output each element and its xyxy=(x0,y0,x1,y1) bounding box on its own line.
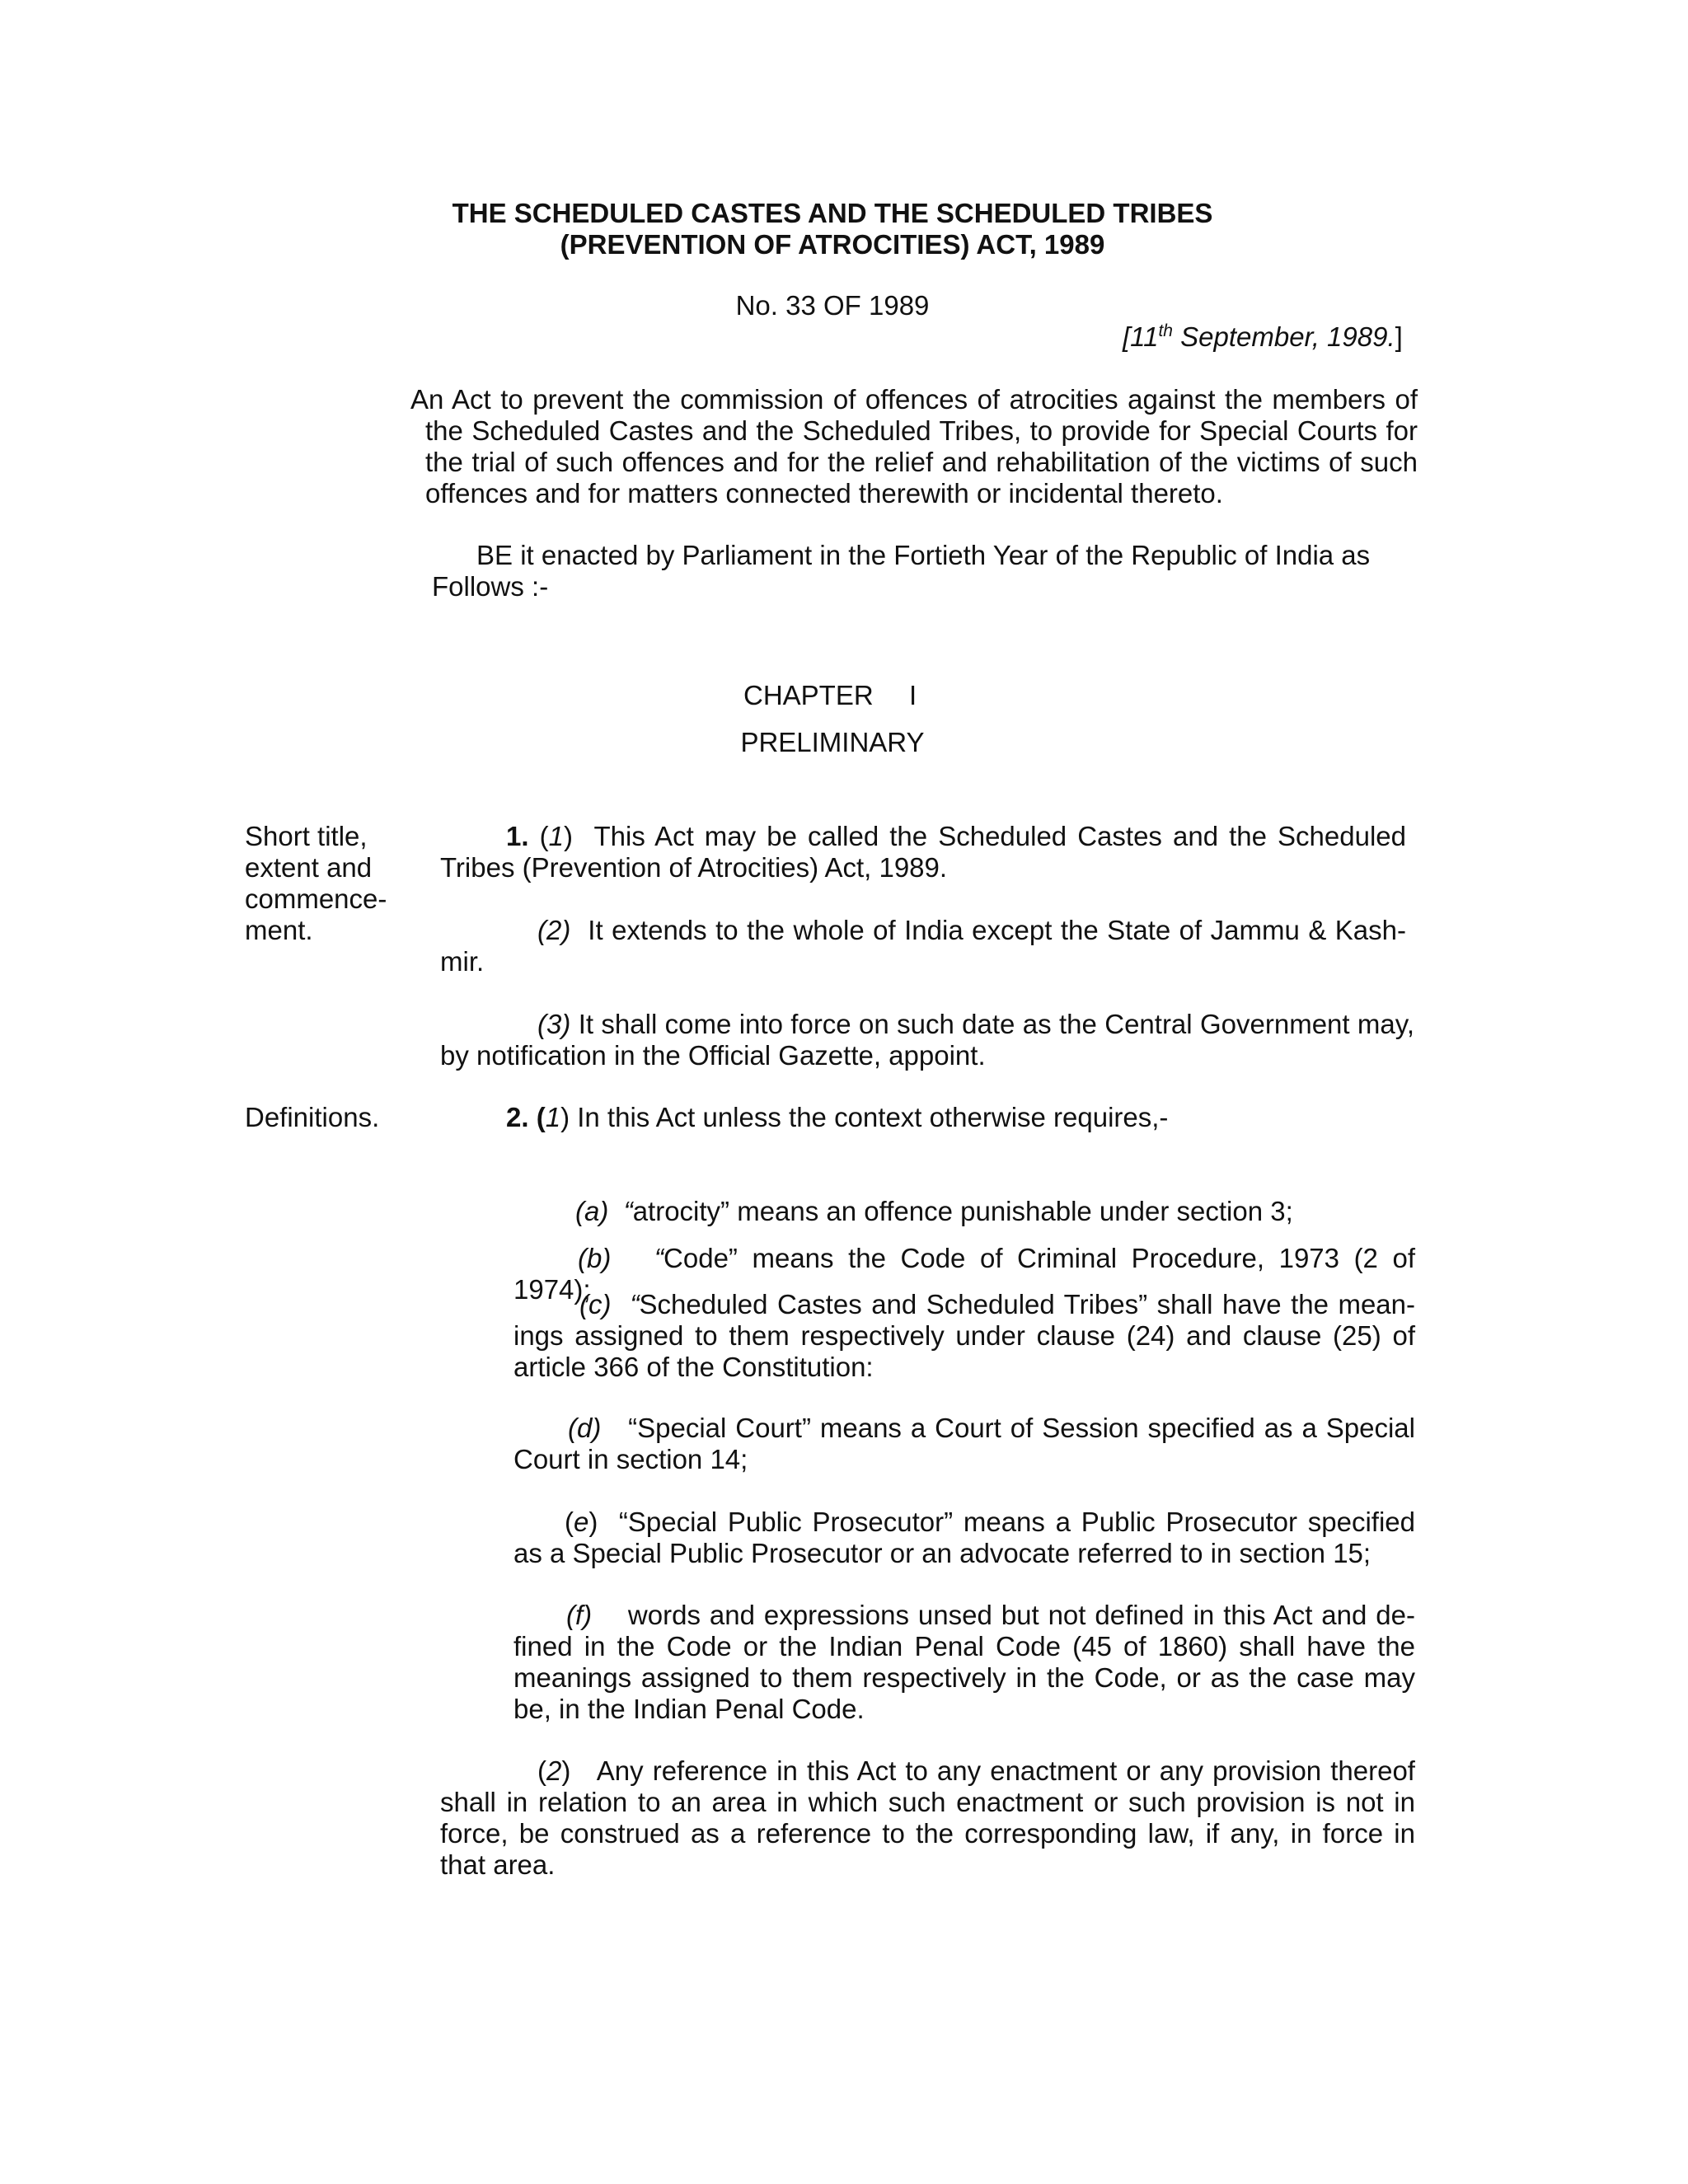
chapter-number: I xyxy=(909,680,917,710)
clause-quote: “ xyxy=(623,1196,633,1226)
section-2-number: 2. xyxy=(506,1102,529,1132)
subsection-label: (2) xyxy=(537,915,571,945)
section-1-subsection-3 xyxy=(440,1009,1414,1071)
clause-quote: “ xyxy=(654,1243,664,1273)
act-title-line-1: THE SCHEDULED CASTES AND THE SCHEDULED TRIBES xyxy=(452,198,1213,228)
act-date: [11th September, 1989.] xyxy=(1123,321,1403,352)
section-1-subsection-1: 1. (1) This Act may be called the Scheduled Castes and the Scheduled Tribes (Prevention of Atrocities) Act, 1989. xyxy=(440,821,1407,883)
clause-label: (a) xyxy=(575,1196,609,1226)
margin-note-line: Short title, xyxy=(245,821,368,851)
subsection-text: In this Act unless the context otherwise requires,- xyxy=(577,1102,1169,1132)
clause-text: words and expressions unsed but not defined in this Act and de- fined in the Code or the Indian Penal Code (45 of 1860) shall have the meanings assigned to them respectively in the Code, or as the case may be, in the Indian Penal Code. xyxy=(513,1600,1415,1724)
act-number: No. 33 OF 1989 xyxy=(735,290,930,321)
clause-label: (c) xyxy=(579,1289,612,1319)
clause-label: (f) xyxy=(566,1600,593,1630)
section-2-margin-note: Definitions. xyxy=(245,1102,380,1132)
date-suffix: th xyxy=(1158,321,1173,340)
subsection-label: 2 xyxy=(546,1755,562,1786)
clause-text: atrocity” means an offence punishable under section 3; xyxy=(632,1196,1293,1226)
clause-label: e xyxy=(574,1507,589,1537)
subsection-label: (3) xyxy=(537,1009,571,1039)
clause-text: Scheduled Castes and Scheduled Tribes” shall have the mean- ings assigned to them respectively under clause (24) and clause (25) of article 366 of the Constitution: xyxy=(513,1289,1415,1382)
clause-label: (b) xyxy=(578,1243,612,1273)
clause-text: Code” means the Code of Criminal Procedure, 1973 (2 of 1974); xyxy=(513,1243,1415,1305)
enacting-clause-line-1: BE it enacted by Parliament in the Fortieth Year of the Republic of India as xyxy=(476,540,1371,570)
act-title-line-2: (PREVENTION OF ATROCITIES) ACT, 1989 xyxy=(560,229,1105,260)
section-1-margin-note xyxy=(245,821,410,946)
subsection-label: 1 xyxy=(548,821,564,851)
chapter-heading: PRELIMINARY xyxy=(740,727,925,757)
subsection-text: This Act may be called the Scheduled Castes and the Scheduled Tribes (Prevention of Atrocities) Act, 1989. xyxy=(440,821,1407,883)
clause-quote: “ xyxy=(630,1289,640,1319)
definition-clause-e: (e) “Special Public Prosecutor” means a Public Prosecutor specified as a Special Public Prosecutor or an advocate referred to in section 15; xyxy=(513,1507,1416,1568)
margin-note-line: ment. xyxy=(245,915,313,945)
subsection-text: Any reference in this Act to any enactment or any provision thereof shall in relation to an area in which such enactment or such provision is not in force, be construed as a reference to the corresponding law, if any, in force in that area. xyxy=(440,1755,1415,1880)
margin-note-line: extent and xyxy=(245,852,373,883)
enacting-clause-line-2: Follows :- xyxy=(432,571,549,602)
long-title: An Act to prevent the commission of offences of atrocities against the members of the Scheduled Castes and the Scheduled Tribes, to provide for Special Courts for the trial of such offences and for the relief and rehabilitation of the victims of such offences and for matters connected therewith or incidental thereto. xyxy=(410,384,1418,509)
definition-clause-a xyxy=(513,1196,1415,1227)
clause-text: “Special Public Prosecutor” means a Public Prosecutor specified as a Special Public Prosecutor or an advocate referred to in section 15; xyxy=(513,1507,1416,1568)
section-1-number: 1. xyxy=(506,821,529,851)
section-2-subsection-2: (2) Any reference in this Act to any enactment or any provision thereof shall in relation to an area in which such enactment or such provision is not in force, be construed as a reference to the corresponding law, if any, in force in that area. xyxy=(440,1755,1415,1880)
section-1-subsection-2 xyxy=(440,915,1406,977)
section-2-subsection-1: 2. (1) In this Act unless the context otherwise requires,- xyxy=(506,1102,1169,1132)
date-day: 11 xyxy=(1130,321,1159,352)
subsection-text: It shall come into force on such date as the Central Government may, by notification in the Official Gazette, appoint. xyxy=(440,1009,1414,1071)
date-rest: September, 1989. xyxy=(1172,321,1395,352)
clause-label: (d) xyxy=(568,1413,602,1443)
definition-clause-c xyxy=(513,1289,1415,1383)
definition-clause-d xyxy=(513,1413,1415,1475)
margin-note-line: commence- xyxy=(245,883,387,914)
subsection-label: 1 xyxy=(545,1102,561,1132)
clause-text: “Special Court” means a Court of Session specified as a Special Court in section 14; xyxy=(513,1413,1415,1474)
definition-clause-f xyxy=(513,1600,1415,1725)
chapter-label: CHAPTER xyxy=(743,680,874,710)
subsection-text: It extends to the whole of India except the State of Jammu & Kash- mir. xyxy=(440,915,1406,977)
